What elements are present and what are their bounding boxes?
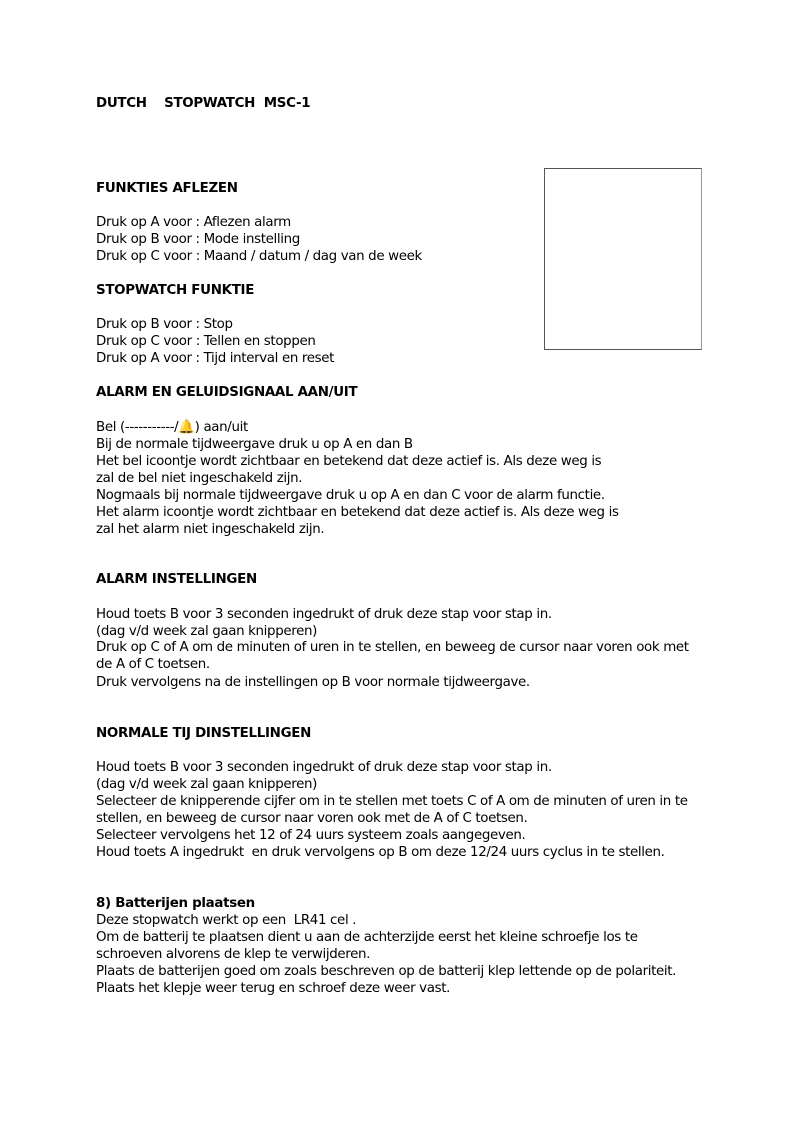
document-title: DUTCH STOPWATCH MSC-1 [96, 96, 311, 111]
text-line: Deze stopwatch werkt op een LR41 cel . [96, 913, 357, 928]
text-line: Het bel icoontje wordt zichtbaar en betekend dat deze actief is. Als deze weg is [96, 454, 602, 469]
text-line: Houd toets B voor 3 seconden ingedrukt of druk deze stap voor stap in. [96, 760, 552, 775]
text-line: Nogmaals bij normale tijdweergave druk u op A en dan C voor de alarm functie. [96, 488, 605, 503]
text-line: Selecteer de knipperende cijfer om in te stellen met toets C of A om de minuten of uren in te [96, 794, 688, 809]
text-line: Bij de normale tijdweergave druk u op A en dan B [96, 437, 413, 452]
text-line: Het alarm icoontje wordt zichtbaar en betekend dat deze actief is. Als deze weg is [96, 505, 619, 520]
text-line: Druk op B voor : Stop [96, 317, 233, 332]
section-heading-stopwatch-funktie: STOPWATCH FUNKTIE [96, 283, 255, 298]
text-line: Houd toets B voor 3 seconden ingedrukt of druk deze stap voor stap in. [96, 607, 552, 622]
section-heading-batterijen-plaatsen: 8) Batterijen plaatsen [96, 896, 255, 911]
section-heading-alarm-geluidsignaal: ALARM EN GELUIDSIGNAAL AAN/UIT [96, 385, 358, 400]
text-line-bell: Bel (-----------/🔔) aan/uit [96, 420, 248, 435]
text-line: stellen, en beweeg de cursor naar voren ook met de A of C toetsen. [96, 811, 528, 826]
text-line: (dag v/d week zal gaan knipperen) [96, 624, 317, 639]
text-line: Plaats het klepje weer terug en schroef deze weer vast. [96, 981, 451, 996]
text-line: Druk op C voor : Maand / datum / dag van de week [96, 249, 422, 264]
text-line: Druk op A voor : Tijd interval en reset [96, 351, 335, 366]
text-line: Druk op C voor : Tellen en stoppen [96, 334, 316, 349]
text-line: Druk vervolgens na de instellingen op B voor normale tijdweergave. [96, 675, 530, 690]
image-placeholder-frame [544, 168, 702, 350]
text-line: Druk op B voor : Mode instelling [96, 232, 300, 247]
section-heading-normale-tijdinstellingen: NORMALE TIJ DINSTELLINGEN [96, 726, 312, 741]
text-line: Druk op C of A om de minuten of uren in te stellen, en beweeg de cursor naar voren ook met [96, 640, 689, 655]
text-line: (dag v/d week zal gaan knipperen) [96, 777, 317, 792]
text-line: Selecteer vervolgens het 12 of 24 uurs systeem zoals aangegeven. [96, 828, 526, 843]
text-line: zal het alarm niet ingeschakeld zijn. [96, 522, 325, 537]
section-heading-funkties-aflezen: FUNKTIES AFLEZEN [96, 181, 238, 196]
section-heading-alarm-instellingen: ALARM INSTELLINGEN [96, 572, 257, 587]
text-line: Plaats de batterijen goed om zoals beschreven op de batterij klep lettende op de polariteit. [96, 964, 677, 979]
text-line: Druk op A voor : Aflezen alarm [96, 215, 291, 230]
text-line: Om de batterij te plaatsen dient u aan de achterzijde eerst het kleine schroefje los te [96, 930, 638, 945]
text-line: schroeven alvorens de klep te verwijderen. [96, 947, 371, 962]
text-line: Houd toets A ingedrukt en druk vervolgens op B om deze 12/24 uurs cyclus in te stellen. [96, 845, 665, 860]
text-line: zal de bel niet ingeschakeld zijn. [96, 471, 303, 486]
text-line: de A of C toetsen. [96, 657, 210, 672]
